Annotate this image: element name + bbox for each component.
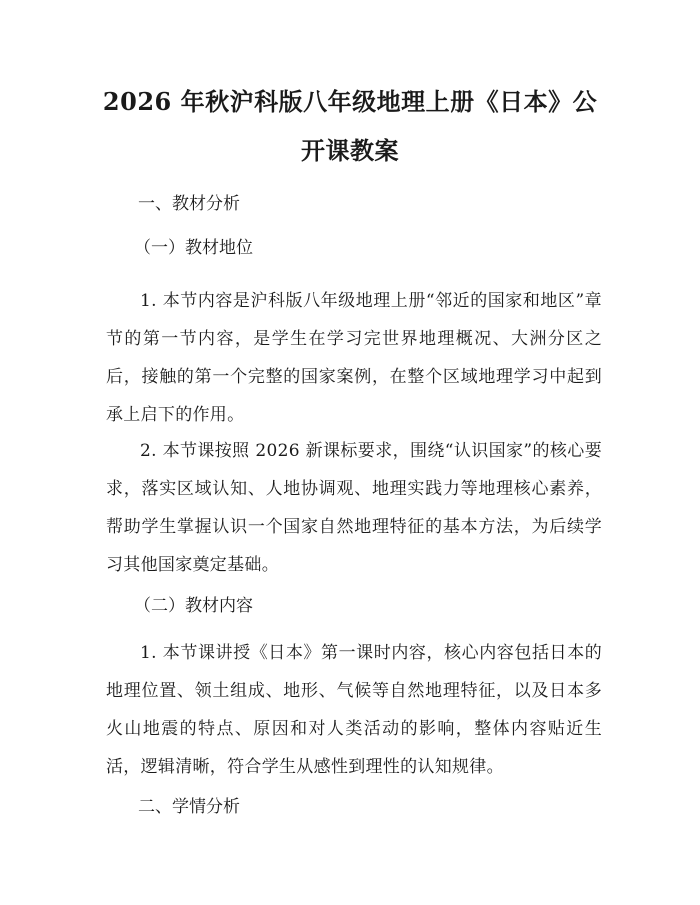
section-heading-textbook-analysis: 一、教材分析 [138, 194, 240, 214]
paragraph-textbook-content-1: 1. 本节课讲授《日本》第一课时内容，核心内容包括日本的地理位置、领土组成、地形、气候等自然地理特征，以及日本多火山地震的特点、原因和对人类活动的影响，整体内容贴近生活，逻辑清晰，符合学生从感性到理性的认知规律。 [106, 643, 602, 777]
document-title-line-2: 开课教案 [301, 136, 399, 165]
paragraph-textbook-position-1: 1. 本节内容是沪科版八年级地理上册“邻近的国家和地区”章节的第一节内容，是学生在学习完世界地理概况、大洲分区之后，接触的第一个完整的国家案例，在整个区域地理学习中起到承上启下的作用。 [106, 291, 602, 425]
document-title-line-1: 2026 年秋沪科版八年级地理上册《日本》公 [102, 87, 598, 116]
subsection-heading-textbook-position: （一）教材地位 [134, 238, 253, 258]
section-heading-student-analysis: 二、学情分析 [138, 797, 240, 817]
paragraph-textbook-position-2: 2. 本节课按照 2026 新课标要求，围绕“认识国家”的核心要求，落实区域认知、人地协调观、地理实践力等地理核心素养，帮助学生掌握认识一个国家自然地理特征的基本方法，为后续学习其他国家奠定基础。 [106, 441, 602, 575]
subsection-heading-textbook-content: （二）教材内容 [134, 596, 253, 616]
